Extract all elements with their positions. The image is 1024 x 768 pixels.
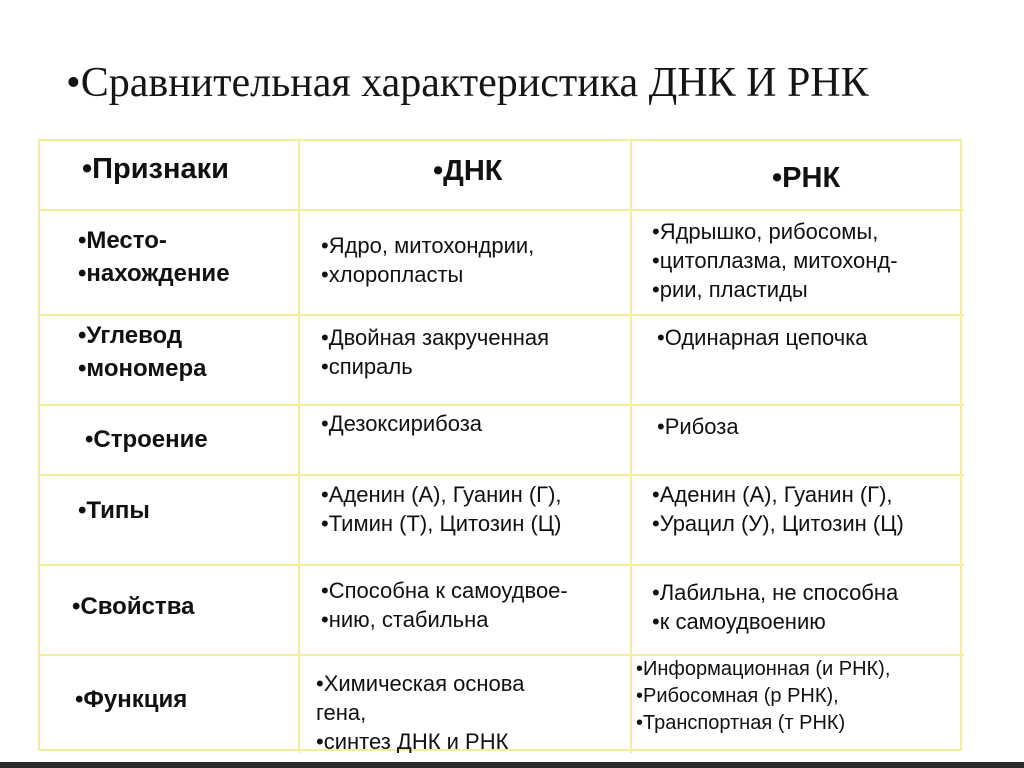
rna-cell	[632, 656, 964, 753]
row-label-cell	[40, 406, 300, 476]
dna-value-line: •Способна к самоудвое-	[321, 578, 568, 603]
row-label-cell	[40, 656, 300, 753]
rna-cell	[632, 566, 964, 656]
row-label-line: •Свойства	[72, 593, 195, 620]
header-features: •Признаки	[82, 153, 229, 185]
header-rna: •РНК	[772, 162, 841, 194]
header-cell-features	[40, 141, 300, 211]
row-label-cell	[40, 476, 300, 566]
header-dna: •ДНК	[433, 155, 503, 187]
rna-value-line: •Транспортная (т РНК)	[636, 712, 846, 734]
row-label-line: •нахождение	[78, 260, 230, 287]
dna-value-line: •Дезоксирибоза	[321, 411, 483, 436]
dna-value-line: •синтез ДНК и РНК	[316, 729, 509, 753]
slide-title: •Сравнительная характеристика ДНК И РНК	[66, 60, 869, 106]
dna-cell	[300, 316, 632, 406]
row-label-line: •мономера	[78, 355, 207, 382]
rna-value-line: •рии, пластиды	[652, 277, 808, 302]
rna-value-line: •Рибоза	[657, 414, 739, 439]
row-label-line: •Место-	[78, 227, 167, 254]
header-cell-dna	[300, 141, 632, 211]
row-label-cell	[40, 211, 300, 316]
row-label-line: •Типы	[78, 497, 150, 524]
rna-value-line: •к самоудвоению	[652, 609, 826, 634]
dna-value-line: •Аденин (А), Гуанин (Г),	[321, 482, 562, 507]
header-cell-rna	[632, 141, 964, 211]
bottom-divider	[0, 762, 1024, 768]
rna-cell	[632, 211, 964, 316]
dna-value-line: •нию, стабильна	[321, 607, 489, 632]
rna-value-line: •Одинарная цепочка	[657, 325, 868, 350]
dna-value-line: •Ядро, митохондрии,	[321, 233, 535, 258]
row-label-line: •Строение	[85, 426, 208, 453]
rna-value-line: •Информационная (и РНК),	[636, 658, 891, 680]
dna-value-line: •Двойная закрученная	[321, 325, 550, 350]
rna-value-line: •Ядрышко, рибосомы,	[652, 219, 879, 244]
row-label-cell	[40, 566, 300, 656]
rna-cell	[632, 476, 964, 566]
rna-value-line: •Урацил (У), Цитозин (Ц)	[652, 511, 904, 536]
dna-cell	[300, 406, 632, 476]
rna-value-line: •Лабильна, не способна	[652, 580, 899, 605]
rna-cell	[632, 316, 964, 406]
row-label-line: •Углевод	[78, 322, 183, 349]
row-label-cell	[40, 316, 300, 406]
rna-value-line: •Рибосомная (р РНК),	[636, 685, 839, 707]
dna-cell	[300, 211, 632, 316]
dna-cell	[300, 656, 632, 753]
dna-value-line: •хлоропласты	[321, 262, 464, 287]
dna-value-line: •Тимин (Т), Цитозин (Ц)	[321, 511, 562, 536]
rna-value-line: •цитоплазма, митохонд-	[652, 248, 898, 273]
dna-value-line: •Химическая основа	[316, 671, 525, 696]
comparison-table	[38, 139, 962, 751]
rna-cell	[632, 406, 964, 476]
dna-value-line: •спираль	[321, 354, 413, 379]
dna-cell	[300, 476, 632, 566]
row-label-line: •Функция	[75, 686, 188, 713]
dna-cell	[300, 566, 632, 656]
rna-value-line: •Аденин (А), Гуанин (Г),	[652, 482, 893, 507]
dna-value-line: гена,	[316, 700, 367, 725]
